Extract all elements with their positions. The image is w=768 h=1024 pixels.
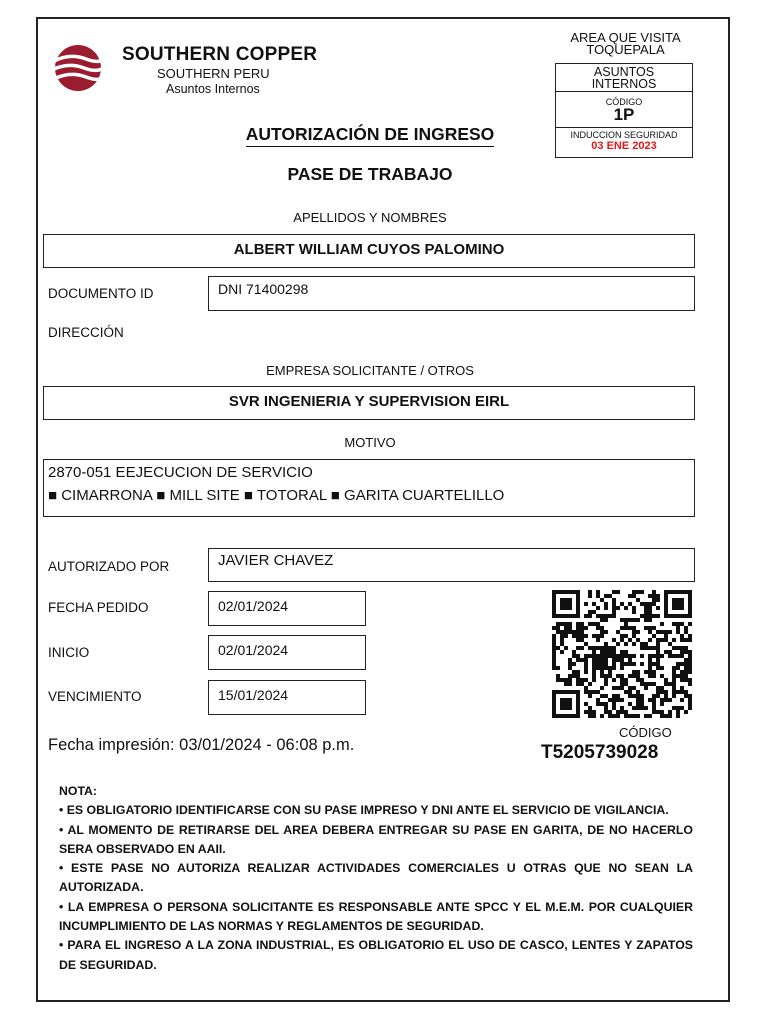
- area-name-line2: INTERNOS: [591, 77, 657, 91]
- notes-title: NOTA:: [59, 784, 98, 798]
- area-code-value: 1P: [613, 105, 635, 124]
- company-name: SOUTHERN COPPER: [122, 44, 318, 65]
- note-item: • ES OBLIGATORIO IDENTIFICARSE CON SU PASE IMPRESO Y DNI ANTE EL SERVICIO DE VIGILANCIA.: [59, 803, 669, 818]
- area-title-line1: AREA QUE VISITA: [570, 30, 681, 45]
- area-title-line2: TOQUEPALA: [586, 42, 665, 57]
- company-field: SVR INGENIERIA Y SUPERVISION EIRL: [43, 386, 695, 420]
- start-date-label: INICIO: [48, 645, 90, 660]
- area-title: [553, 32, 698, 56]
- note-item: • LA EMPRESA O PERSONA SOLICITANTE ES RESPONSABLE ANTE SPCC Y EL M.E.M. POR CUALQUIER INCUMPLIMIENTO DE LAS NORMAS Y REGLAMENTOS DE SEGURIDAD.: [59, 899, 693, 934]
- sub-title: PASE DE TRABAJO: [287, 164, 453, 184]
- reason-line1: 2870-051 EEJECUCION DE SERVICIO: [48, 464, 313, 481]
- area-name-line1: ASUNTOS: [593, 65, 655, 79]
- document-label: DOCUMENTO ID: [48, 286, 154, 301]
- reason-line2: ■ CIMARRONA ■ MILL SITE ■ TOTORAL ■ GARITA CUARTELILLO: [48, 487, 505, 504]
- document-field: DNI 71400298: [208, 276, 695, 311]
- print-date: Fecha impresión: 03/01/2024 - 06:08 p.m.: [48, 736, 355, 754]
- note-item: • ESTE PASE NO AUTORIZA REALIZAR ACTIVIDADES COMERCIALES U OTRAS QUE NO SEAN LA AUTORIZADA.: [59, 861, 693, 895]
- request-date-label: FECHA PEDIDO: [48, 600, 149, 615]
- main-title-text: AUTORIZACIÓN DE INGRESO: [246, 124, 495, 147]
- notes-section: [59, 782, 693, 975]
- expiry-date-label: VENCIMIENTO: [48, 689, 142, 704]
- company-label: EMPRESA SOLICITANTE / OTROS: [266, 363, 474, 378]
- division-name: SOUTHERN PERU: [157, 66, 270, 81]
- authorized-by-label: AUTORIZADO POR: [48, 559, 170, 574]
- address-label: DIRECCIÓN: [48, 325, 124, 340]
- main-title: [0, 124, 740, 145]
- code-label: CÓDIGO: [619, 725, 672, 740]
- area-name: [556, 64, 692, 92]
- code-value: T5205739028: [541, 742, 659, 763]
- person-name-field: ALBERT WILLIAM CUYOS PALOMINO: [43, 234, 695, 268]
- person-label: APELLIDOS Y NOMBRES: [293, 210, 447, 225]
- note-item: • AL MOMENTO DE RETIRARSE DEL AREA DEBERA ENTREGAR SU PASE EN GARITA, DE NO HACERLO SERA OBSERVADO EN AAII.: [59, 822, 693, 856]
- induction-label: INDUCCION SEGURIDAD: [570, 130, 678, 140]
- reason-label: MOTIVO: [344, 435, 396, 450]
- expiry-date-field: 15/01/2024: [208, 680, 366, 715]
- start-date-field: 02/01/2024: [208, 635, 366, 670]
- qr-code-icon: [552, 590, 692, 718]
- southern-copper-logo-icon: [50, 44, 106, 92]
- authorized-by-field: JAVIER CHAVEZ: [208, 548, 695, 582]
- area-code-label: CÓDIGO: [605, 97, 643, 107]
- note-item: • PARA EL INGRESO A LA ZONA INDUSTRIAL, ES OBLIGATORIO EL USO DE CASCO, LENTES Y ZAPATOS DE SEGURIDAD.: [59, 938, 693, 972]
- reason-field: [43, 459, 695, 517]
- department-name: Asuntos Internos: [166, 82, 260, 96]
- request-date-field: 02/01/2024: [208, 591, 366, 626]
- induction-date: 03 ENE 2023: [591, 140, 657, 152]
